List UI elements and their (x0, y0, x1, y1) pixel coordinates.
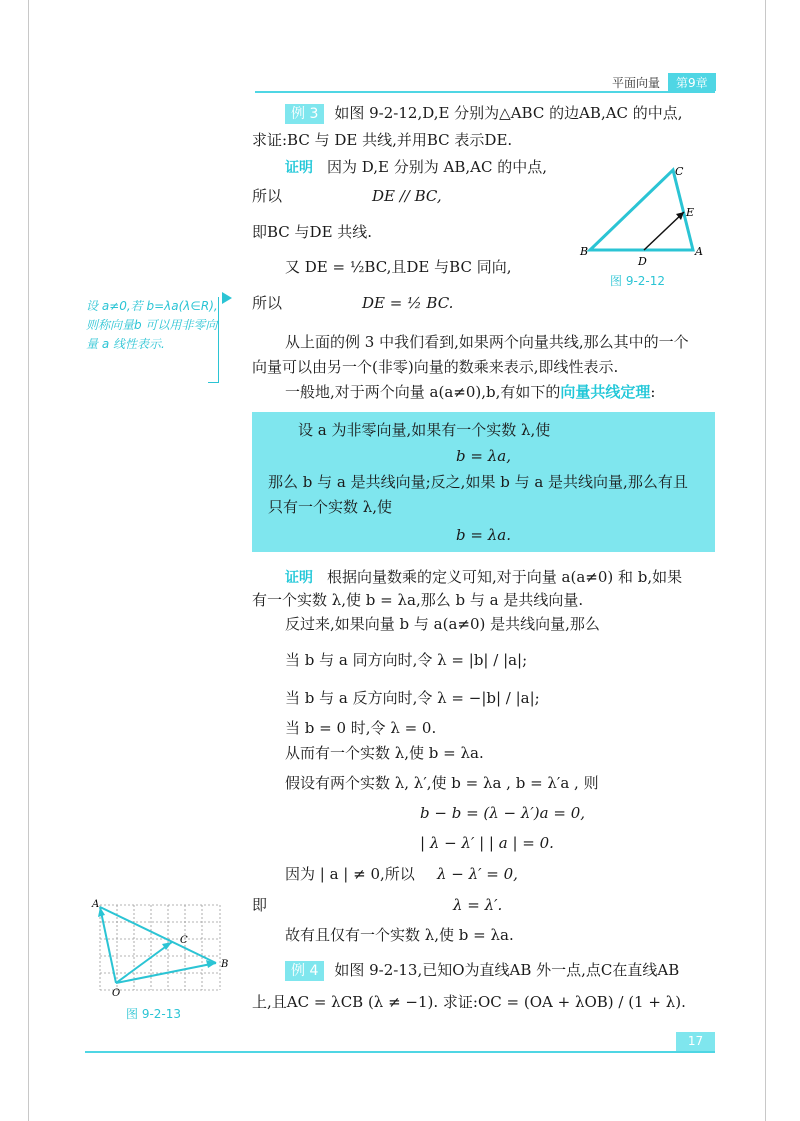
proof2-line6-pre: 因为 | a | ≠ 0,所以 (285, 865, 415, 883)
proof2-case2: 当 b 与 a 反方向时,令 λ = −|b| / |a|; (285, 689, 540, 707)
theorem-term: 向量共线定理 (560, 383, 651, 401)
example3-line2: 求证:BC 与 DE 共线,并用BC 表示DE. (252, 131, 513, 149)
proof2-line6-eq: λ − λ′ = 0, (437, 865, 518, 883)
example3-line1 (285, 103, 683, 124)
proof2-line7: 故有且仅有一个实数 λ,使 b = λa. (285, 926, 514, 944)
paragraph1-line3 (285, 382, 655, 402)
label-o: O (112, 988, 121, 999)
proof2-text1: 根据向量数乘的定义可知,对于向量 a(a≠0) 和 b,如果 (327, 568, 683, 586)
parallel-statement: DE // BC, (372, 187, 442, 205)
section-title: 平面向量 (612, 76, 661, 90)
chapter-label: 第9章 (668, 73, 716, 91)
proof2-line2: 有一个实数 λ,使 b = λa,那么 b 与 a 是共线向量. (252, 591, 584, 609)
proof2-case3: 当 b = 0 时,令 λ = 0. (285, 719, 437, 737)
example3-proof-line (285, 157, 547, 178)
triangle-abc (590, 170, 693, 250)
proof2-line3: 反过来,如果向量 b 与 a(a≠0) 是共线向量,那么 (285, 615, 600, 633)
grid-figure (90, 895, 240, 1005)
half-statement: 又 DE = ½BC,且DE 与BC 同向, (285, 258, 512, 276)
theorem-eq1: b = λa, (456, 447, 511, 465)
label-b: B (580, 245, 589, 258)
collinear-statement: 即BC 与DE 共线. (252, 223, 373, 241)
so-word-2: 所以 (252, 294, 283, 312)
example4-text1: 如图 9-2-13,已知O为直线AB 外一点,点C在直线AB (334, 961, 680, 979)
label-a: A (695, 245, 703, 258)
side-note-arrow (222, 292, 232, 304)
label-a2: A (92, 899, 100, 910)
label-c2: C (180, 935, 188, 946)
example3-result: DE = ½ BC. (362, 294, 454, 312)
line-ab (100, 907, 216, 963)
triangle-figure (578, 160, 708, 270)
label-c: C (675, 165, 684, 178)
proof2-line5: 假设有两个实数 λ, λ′,使 b = λa , b = λ′a , 则 (285, 774, 599, 792)
proof2-case1: 当 b 与 a 同方向时,令 λ = |b| / |a|; (285, 651, 528, 669)
proof2-ji: 即 (252, 896, 268, 914)
label-e: E (686, 206, 695, 219)
vector-oa (100, 907, 116, 983)
footer-rule (85, 1051, 715, 1053)
example3-text1: 如图 9-2-12,D,E 分别为△ABC 的边AB,AC 的中点, (334, 104, 683, 122)
theorem-line3: 只有一个实数 λ,使 (268, 498, 393, 516)
figure-vectors (98, 907, 216, 983)
theorem-line2: 那么 b 与 a 是共线向量;反之,如果 b 与 a 是共线向量,那么有且 (268, 473, 688, 491)
paragraph1-line3-post: : (650, 383, 656, 401)
proof2-line4: 从而有一个实数 λ,使 b = λa. (285, 744, 484, 762)
proof2-eq3: λ = λ′. (453, 896, 503, 914)
figure-grid (100, 905, 220, 990)
figure2-caption: 图 9-2-13 (126, 1007, 182, 1021)
example3-label: 例 3 (285, 104, 324, 124)
vector-de (644, 212, 684, 250)
page-number: 17 (676, 1032, 715, 1051)
proof2-line1 (285, 567, 682, 588)
proof2-label: 证明 (285, 570, 313, 586)
proof2-eq2: | λ − λ′ | | a | = 0. (420, 834, 554, 852)
example4-line1 (285, 960, 679, 981)
label-d: D (638, 255, 647, 268)
label-b2: B (221, 959, 229, 970)
chapter-tab (604, 73, 716, 91)
proof-text: 因为 D,E 分别为 AB,AC 的中点, (327, 158, 547, 176)
example4-line2: 上,且AC = λCB (λ ≠ −1). 求证:OC = (OA + λOB) / (1 + λ). (252, 993, 686, 1011)
paragraph1-line1: 从上面的例 3 中我们看到,如果两个向量共线,那么其中的一个 (285, 333, 689, 351)
side-note: 设 a≠0,若 b=λa(λ∈R),则称向量b 可以用非零向量 a 线性表示. (86, 299, 218, 351)
paragraph1-line2: 向量可以由另一个(非零)向量的数乘来表示,即线性表示. (252, 358, 619, 376)
paragraph1-line3-pre: 一般地,对于两个向量 a(a≠0),b,有如下的 (285, 383, 561, 401)
theorem-line1: 设 a 为非零向量,如果有一个实数 λ,使 (298, 421, 551, 439)
theorem-eq2: b = λa. (456, 526, 511, 544)
proof2-eq1: b − b = (λ − λ′)a = 0, (420, 804, 585, 822)
example4-label: 例 4 (285, 961, 324, 981)
header-rule (255, 91, 715, 93)
proof-label: 证明 (285, 160, 313, 176)
figure1-caption: 图 9-2-12 (610, 274, 666, 288)
side-note-bracket-foot (208, 382, 219, 383)
so-word-1: 所以 (252, 187, 283, 205)
